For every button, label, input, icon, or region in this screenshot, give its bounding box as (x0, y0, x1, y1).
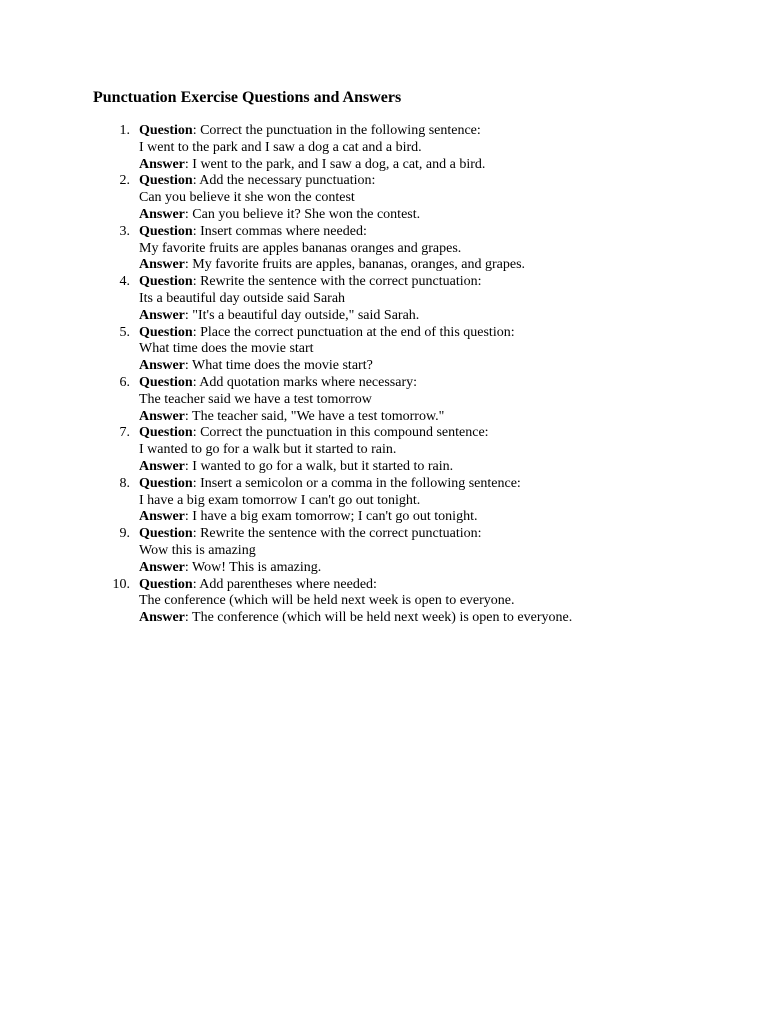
question-label: Question (139, 425, 193, 441)
item-number: 8. (119, 475, 130, 491)
prompt-line: I went to the park and I saw a dog a cat and a bird. (139, 139, 422, 155)
item-number: 6. (119, 374, 130, 390)
question-label: Question (139, 374, 193, 390)
answer-text: : The conference (which will be held next week) is open to everyone. (184, 610, 573, 626)
answer-label: Answer (139, 358, 185, 374)
question-label: Question (139, 123, 193, 138)
answer-line (139, 610, 572, 627)
answer-text: : Can you believe it? She won the contest. (184, 206, 421, 222)
list-item (0, 577, 572, 627)
question-text: : Rewrite the sentence with the correct punctuation: (192, 526, 482, 542)
answer-line (139, 157, 572, 174)
answer-label: Answer (139, 307, 185, 323)
prompt-line: I have a big exam tomorrow I can't go out tonight. (139, 492, 421, 508)
answer-label: Answer (139, 610, 185, 626)
prompt-line: Can you believe it she won the contest (139, 190, 355, 206)
question-text: : Insert a semicolon or a comma in the following sentence: (192, 475, 521, 491)
prompt-line: The conference (which will be held next week is open to everyone. (139, 593, 515, 609)
question-line (139, 224, 572, 241)
answer-text: : "It's a beautiful day outside," said Sarah. (184, 307, 420, 323)
answer-label: Answer (139, 257, 185, 273)
answer-text: : The teacher said, "We have a test tomorrow." (184, 408, 445, 424)
list-item (0, 375, 572, 425)
answer-label: Answer (139, 559, 185, 575)
answer-text: : What time does the movie start? (184, 358, 373, 374)
question-text: : Correct the punctuation in the following sentence: (192, 123, 481, 138)
prompt-line: I wanted to go for a walk but it started to rain. (139, 442, 397, 458)
item-number: 3. (119, 223, 130, 239)
question-text: : Add parentheses where needed: (192, 576, 377, 592)
answer-label: Answer (139, 206, 185, 222)
question-label: Question (139, 274, 193, 290)
prompt-line: Its a beautiful day outside said Sarah (139, 290, 346, 306)
question-text: : Add quotation marks where necessary: (192, 374, 418, 390)
question-label: Question (139, 324, 193, 340)
answer-text: : Wow! This is amazing. (184, 559, 322, 575)
answer-line (139, 509, 572, 526)
question-label: Question (139, 173, 193, 189)
answer-line (139, 358, 572, 375)
question-text: : Insert commas where needed: (192, 223, 367, 239)
item-number: 10. (112, 576, 130, 592)
list-item (0, 476, 572, 526)
question-label: Question (139, 475, 193, 491)
question-line (139, 173, 572, 190)
prompt-line: My favorite fruits are apples bananas oranges and grapes. (139, 240, 462, 256)
question-label: Question (139, 526, 193, 542)
item-number: 4. (119, 274, 130, 290)
question-line (139, 476, 572, 493)
list-item (0, 325, 572, 375)
list-item (0, 123, 572, 173)
answer-text: : I wanted to go for a walk, but it started to rain. (184, 458, 454, 474)
item-number: 7. (119, 425, 130, 441)
answer-label: Answer (139, 458, 185, 474)
answer-line (139, 409, 572, 426)
answer-text: : I went to the park, and I saw a dog, a cat, and a bird. (184, 156, 486, 172)
question-text: : Rewrite the sentence with the correct punctuation: (192, 274, 482, 290)
answer-text: : I have a big exam tomorrow; I can't go out tonight. (184, 509, 478, 525)
answer-line (139, 207, 572, 224)
page-title: Punctuation Exercise Questions and Answers (93, 89, 402, 106)
question-line (139, 325, 572, 342)
answer-text: : My favorite fruits are apples, bananas, oranges, and grapes. (184, 257, 526, 273)
question-line (139, 375, 572, 392)
answer-label: Answer (139, 408, 185, 424)
question-label: Question (139, 576, 193, 592)
item-number: 9. (119, 526, 130, 542)
prompt-line: Wow this is amazing (139, 542, 256, 558)
list-item (0, 425, 572, 475)
prompt-line: What time does the movie start (139, 341, 314, 357)
answer-line (139, 560, 572, 577)
list-item (0, 526, 572, 576)
item-number: 5. (119, 324, 130, 340)
question-line (139, 526, 572, 543)
question-line (139, 274, 572, 291)
item-number: 2. (119, 173, 130, 189)
answer-line (139, 308, 572, 325)
list-item (0, 274, 572, 324)
question-line (139, 425, 572, 442)
prompt-line: The teacher said we have a test tomorrow (139, 391, 372, 407)
question-line (139, 577, 572, 594)
question-line (139, 123, 572, 140)
answer-label: Answer (139, 156, 185, 172)
answer-line (139, 257, 572, 274)
item-number: 1. (119, 123, 130, 138)
answer-label: Answer (139, 509, 185, 525)
question-text: : Place the correct punctuation at the end of this question: (192, 324, 515, 340)
answer-line (139, 459, 572, 476)
question-text: : Add the necessary punctuation: (192, 173, 376, 189)
list-item (0, 173, 572, 223)
question-text: : Correct the punctuation in this compound sentence: (192, 425, 489, 441)
question-label: Question (139, 223, 193, 239)
list-item (0, 224, 572, 274)
qa-list (0, 123, 572, 627)
